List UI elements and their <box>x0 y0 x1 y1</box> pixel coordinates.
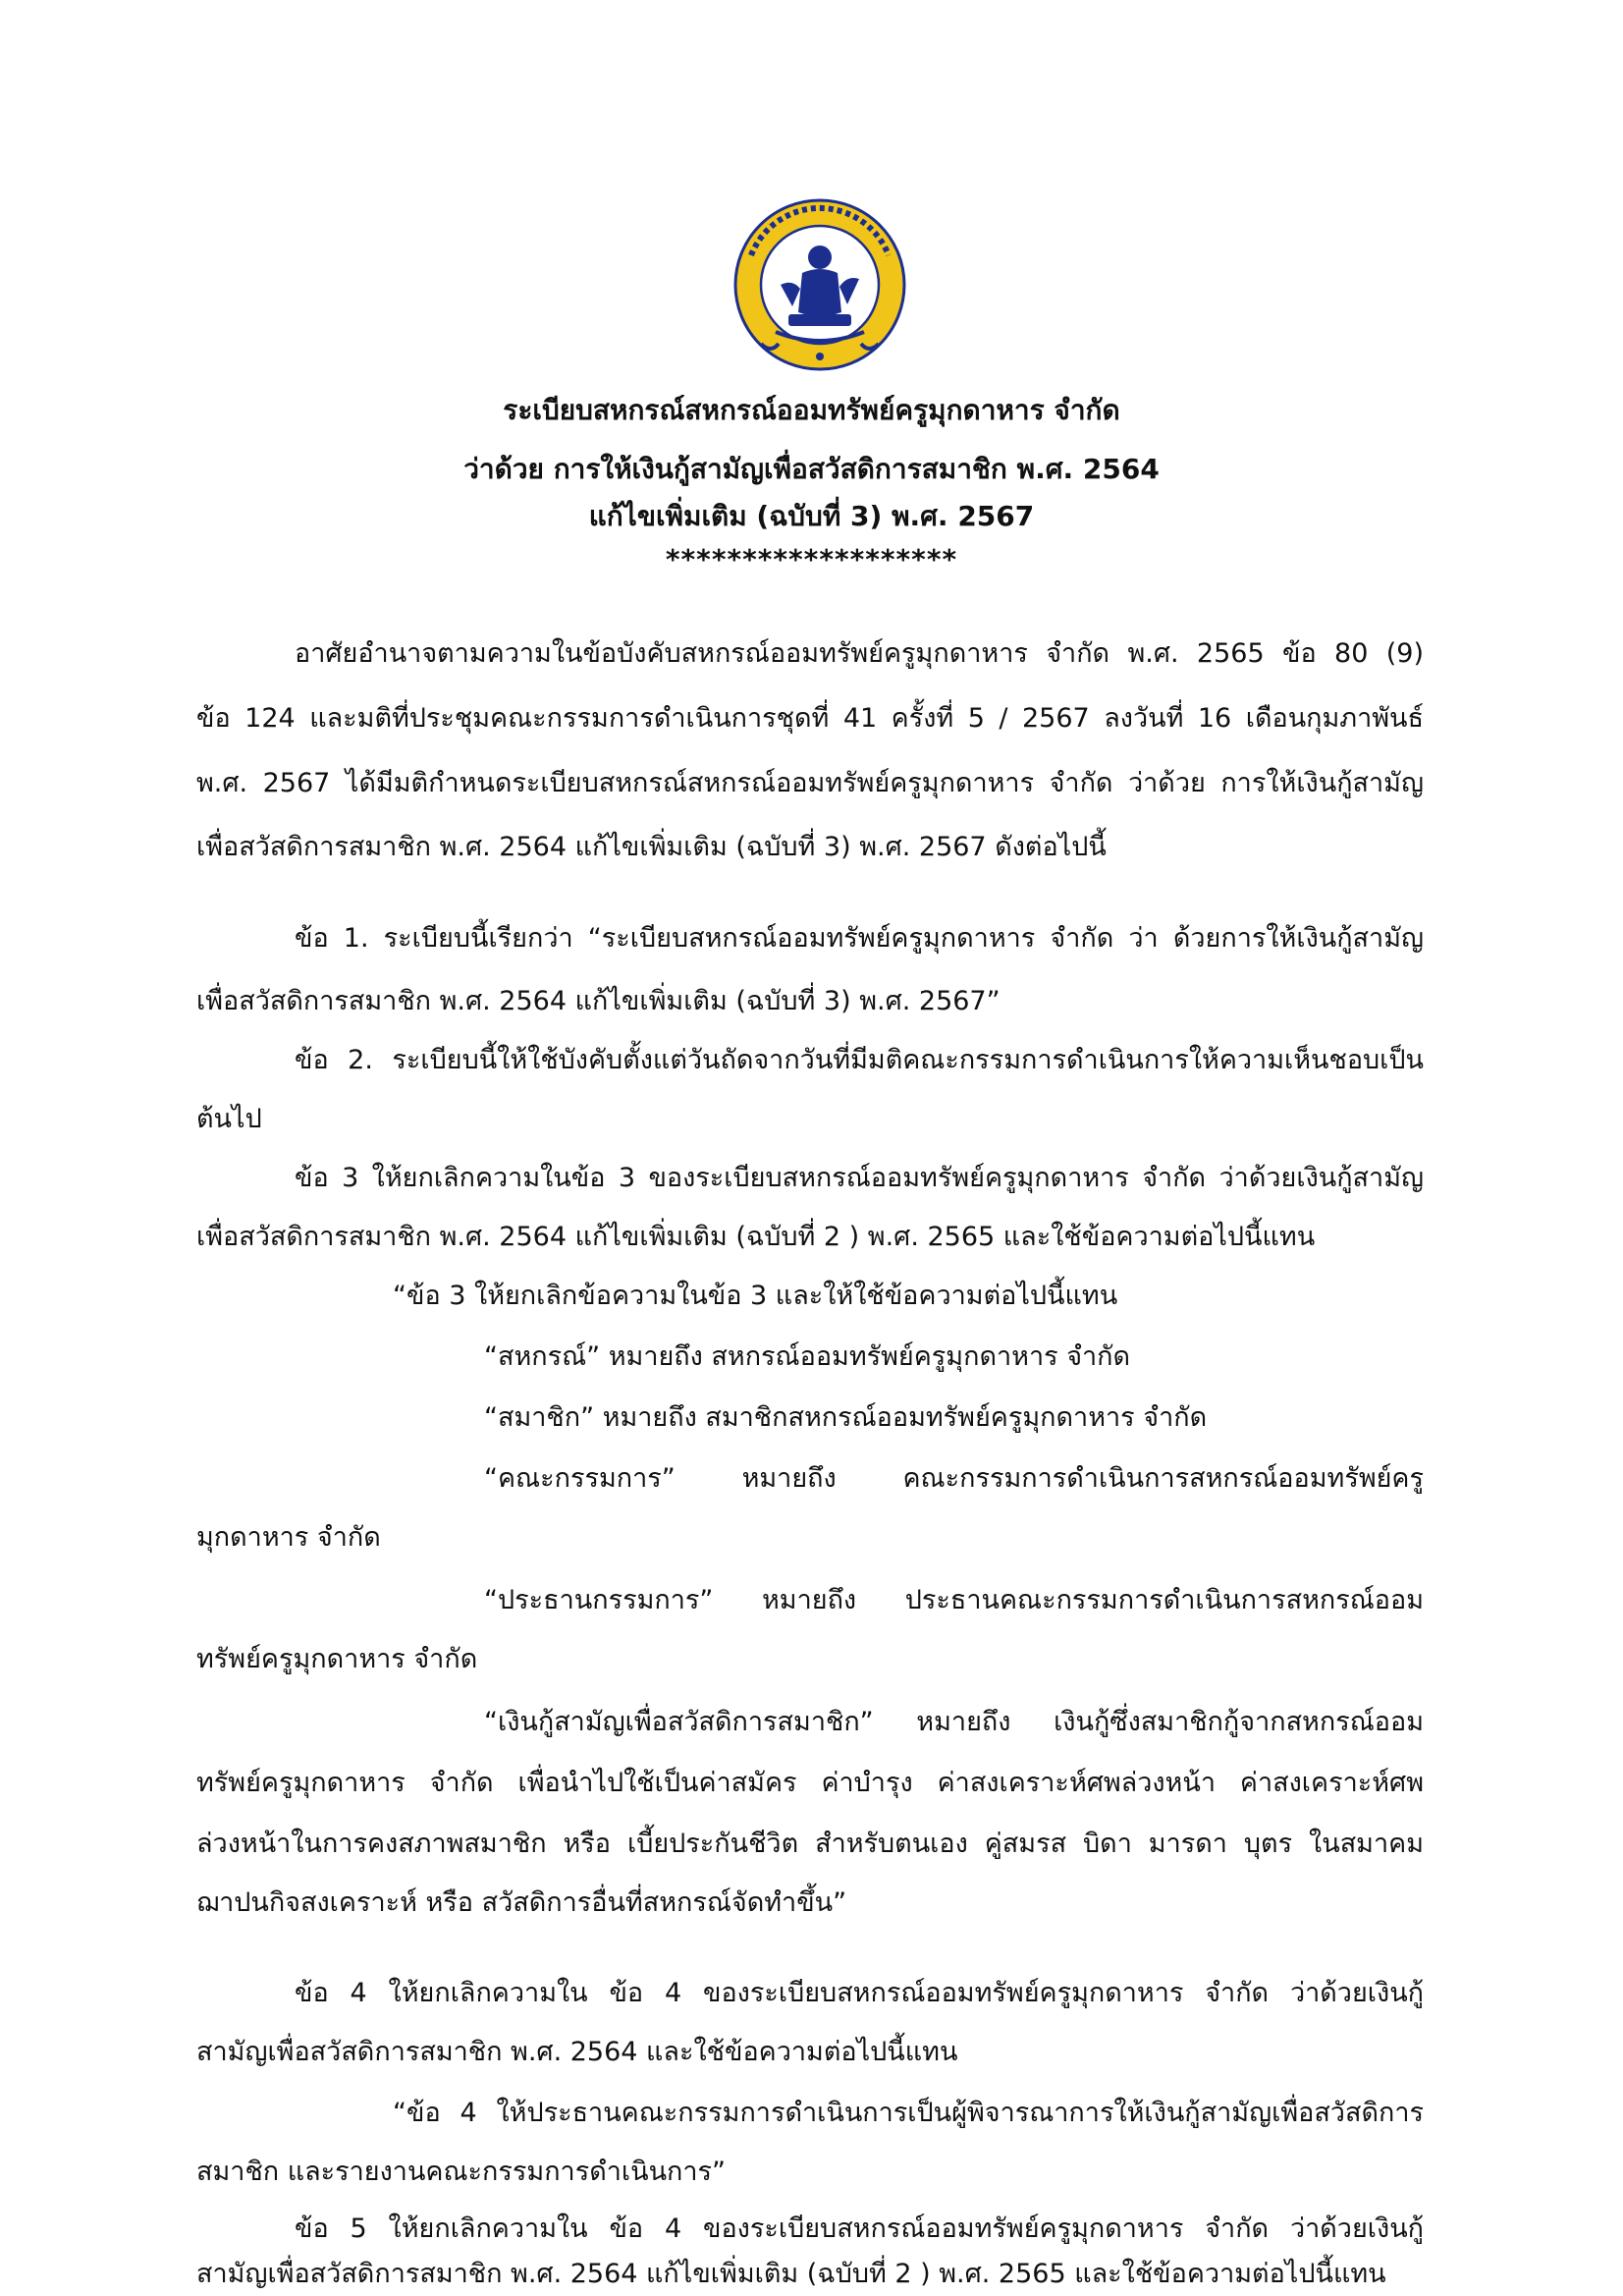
preamble-line: ข้อ 124 และมติที่ประชุมคณะกรรมการดำเนินการชุดที่ 41 ครั้งที่ 5 / 2567 ลงวันที่ 16 เดือนกุมภาพันธ์ <box>196 703 1424 734</box>
clause-4-quote: “ข้อ 4 ให้ประธานคณะกรรมการดำเนินการเป็นผู้พิจารณาการให้เงินกู้สามัญเพื่อสวัสดิการ <box>393 2098 1424 2128</box>
definition-line: “ประธานกรรมการ” หมายถึง ประธานคณะกรรมการดำเนินการสหกรณ์ออม <box>484 1585 1424 1615</box>
clause-1-line: เพื่อสวัสดิการสมาชิก พ.ศ. 2564 แก้ไขเพิ่มเติม (ฉบับที่ 3) พ.ศ. 2567” <box>196 986 1001 1016</box>
clause-2-line: ต้นไป <box>196 1104 262 1134</box>
definition-line: “สหกรณ์” หมายถึง สหกรณ์ออมทรัพย์ครูมุกดาหาร จำกัด <box>484 1341 1131 1372</box>
preamble-line: อาศัยอำนาจตามความในข้อบังคับสหกรณ์ออมทรัพย์ครูมุกดาหาร จำกัด พ.ศ. 2565 ข้อ 80 (9) <box>295 638 1424 669</box>
definition-line: “สมาชิก” หมายถึง สมาชิกสหกรณ์ออมทรัพย์ครูมุกดาหาร จำกัด <box>484 1402 1208 1433</box>
clause-3-line: เพื่อสวัสดิการสมาชิก พ.ศ. 2564 แก้ไขเพิ่มเติม (ฉบับที่ 2 ) พ.ศ. 2565 และใช้ข้อความต่อไปนี้แทน <box>196 1222 1316 1252</box>
title-line-3: แก้ไขเพิ่มเติม (ฉบับที่ 3) พ.ศ. 2567 <box>588 500 1035 532</box>
definition-line: ล่วงหน้าในการคงสภาพสมาชิก หรือ เบี้ยประกันชีวิต สำหรับตนเอง คู่สมรส บิดา มารดา บุตร ในสมาคม <box>196 1829 1424 1859</box>
clause-4-line: ข้อ 4 ให้ยกเลิกความใน ข้อ 4 ของระเบียบสหกรณ์ออมทรัพย์ครูมุกดาหาร จำกัด ว่าด้วยเงินกู้ <box>295 1978 1424 2008</box>
clause-3-line: ข้อ 3 ให้ยกเลิกความในข้อ 3 ของระเบียบสหกรณ์ออมทรัพย์ครูมุกดาหาร จำกัด ว่าด้วยเงินกู้สามัญ <box>295 1163 1424 1193</box>
title-line-2: ว่าด้วย การให้เงินกู้สามัญเพื่อสวัสดิการสมาชิก พ.ศ. 2564 <box>463 453 1160 485</box>
clause-2-line: ข้อ 2. ระเบียบนี้ให้ใช้บังคับตั้งแต่วันถัดจากวันที่มีมติคณะกรรมการดำเนินการให้ความเห็นชอบเป็น <box>295 1045 1424 1075</box>
title-separator: ******************* <box>665 543 958 575</box>
clause-3-quote: “ข้อ 3 ให้ยกเลิกข้อความในข้อ 3 และให้ใช้ข้อความต่อไปนี้แทน <box>393 1281 1118 1311</box>
clause-1-line: ข้อ 1. ระเบียบนี้เรียกว่า “ระเบียบสหกรณ์ออมทรัพย์ครูมุกดาหาร จำกัด ว่า ด้วยการให้เงินกู้สามัญ <box>295 923 1424 954</box>
clause-5-line: สามัญเพื่อสวัสดิการสมาชิก พ.ศ. 2564 แก้ไขเพิ่มเติม (ฉบับที่ 2 ) พ.ศ. 2565 และใช้ข้อความต่อไปนี้แทน <box>196 2259 1386 2289</box>
clause-5-line: ข้อ 5 ให้ยกเลิกความใน ข้อ 4 ของระเบียบสหกรณ์ออมทรัพย์ครูมุกดาหาร จำกัด ว่าด้วยเงินกู้ <box>295 2214 1424 2244</box>
preamble-line: พ.ศ. 2567 ได้มีมติกำหนดระเบียบสหกรณ์สหกรณ์ออมทรัพย์ครูมุกดาหาร จำกัด ว่าด้วย การให้เงินกู้สามัญ <box>196 768 1424 798</box>
clause-4-quote: สมาชิก และรายงานคณะกรรมการดำเนินการ” <box>196 2157 727 2187</box>
definition-line: มุกดาหาร จำกัด <box>196 1522 381 1553</box>
preamble-line: เพื่อสวัสดิการสมาชิก พ.ศ. 2564 แก้ไขเพิ่มเติม (ฉบับที่ 3) พ.ศ. 2567 ดังต่อไปนี้ <box>196 832 1107 862</box>
definition-line: ทรัพย์ครูมุกดาหาร จำกัด <box>196 1644 478 1674</box>
definition-line: “เงินกู้สามัญเพื่อสวัสดิการสมาชิก” หมายถึง เงินกู้ซึ่งสมาชิกกู้จากสหกรณ์ออม <box>484 1707 1424 1737</box>
cooperative-seal-logo <box>731 196 908 373</box>
definition-line: “คณะกรรมการ” หมายถึง คณะกรรมการดำเนินการสหกรณ์ออมทรัพย์ครู <box>484 1463 1424 1494</box>
clause-4-line: สามัญเพื่อสวัสดิการสมาชิก พ.ศ. 2564 และใช้ข้อความต่อไปนี้แทน <box>196 2037 958 2067</box>
definition-line: ทรัพย์ครูมุกดาหาร จำกัด เพื่อนำไปใช้เป็นค่าสมัคร ค่าบำรุง ค่าสงเคราะห์ศพล่วงหน้า ค่าสงเคราะห์ศพ <box>196 1768 1424 1798</box>
definition-line: ฌาปนกิจสงเคราะห์ หรือ สวัสดิการอื่นที่สหกรณ์จัดทำขึ้น” <box>196 1887 847 1918</box>
title-line-1: ระเบียบสหกรณ์สหกรณ์ออมทรัพย์ครูมุกดาหาร จำกัด <box>503 394 1120 426</box>
